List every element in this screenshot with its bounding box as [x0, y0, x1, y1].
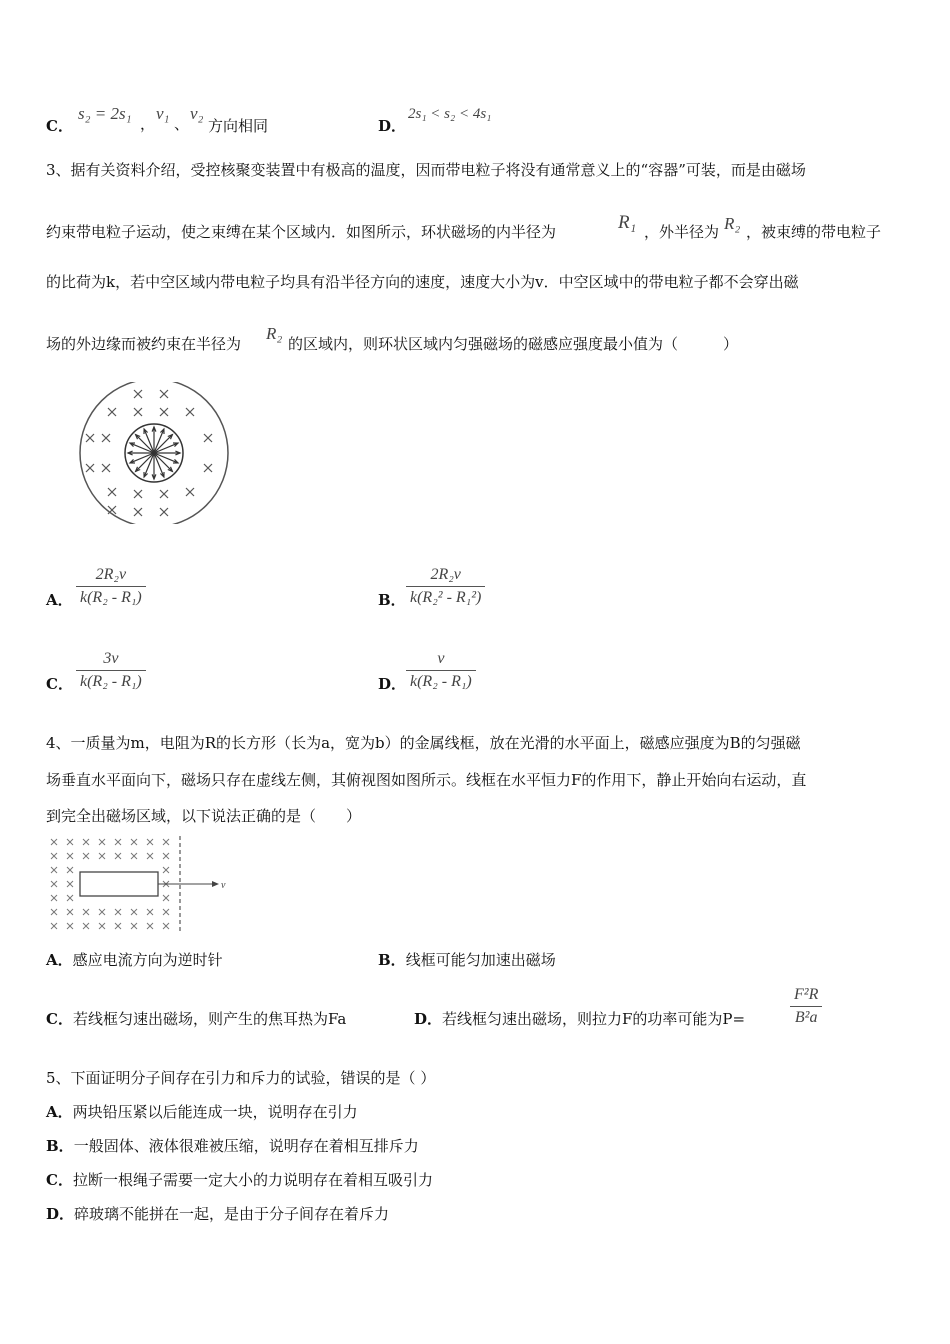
q3-option-c-fraction: $\frac{3v}{\text{k(R₂ - R₁)}}$ [76, 650, 146, 691]
q3-r2-b: R₂ [266, 324, 283, 343]
q3-option-b-label: B． [378, 591, 406, 609]
metal-frame [80, 872, 158, 896]
q3-option-d-fraction: $\frac{v}{\text{k(R₂ - R₁)}}$ [406, 650, 476, 691]
q5-option-a: A．两块铅压紧以后能连成一块，说明存在引力 [46, 1103, 358, 1121]
velocity-label: v [221, 880, 226, 891]
q3-r2: R₂ [724, 214, 741, 233]
q3-option-d-label: D． [378, 675, 407, 693]
q4-option-c: C．若线框匀速出磁场，则产生的焦耳热为Fa [46, 1010, 347, 1028]
q3-option-a-fraction: $\frac{\text{2R₂v}}{\text{k(R₂ - R₁)}}$ [76, 566, 146, 607]
radial-arrow [136, 435, 154, 453]
ring-field-figure [76, 382, 232, 524]
q5-option-d: D．碎玻璃不能拼在一起，是由于分子间存在着斥力 [46, 1205, 390, 1223]
q2-option-d: D． [378, 117, 407, 135]
q5-option-c: C．拉断一根绳子需要一定大小的力说明存在着相互吸引力 [46, 1171, 433, 1189]
field-crosses [51, 839, 169, 929]
q3-line-4b: 的区域内，则环状区域内匀强磁场的磁感应强度最小值为（ ） [288, 335, 739, 353]
radial-velocity-arrows [128, 427, 180, 479]
radial-arrow [154, 435, 172, 453]
q3-r1: R₁ [618, 212, 637, 233]
q3-option-a-label: A． [46, 591, 73, 609]
q2-option-c-sep1: ， [140, 115, 156, 133]
q4-option-a: A．感应电流方向为逆时针 [46, 951, 223, 969]
q4-line-2: 场垂直水平面向下，磁场只存在虚线左侧，其俯视图如图所示。线框在水平恒力F的作用下，静止开始向右运动，直 [46, 771, 807, 789]
q4-line-1: 4、一质量为m，电阻为R的长方形（长为a，宽为b）的金属线框，放在光滑的水平面上，磁感应强度为B的匀强磁 [46, 734, 801, 752]
q3-line-1: 3、据有关资料介绍，受控核聚变装置中有极高的温度，因而带电粒子将没有通常意义上的“容器”可装，而是由磁场 [46, 161, 806, 179]
q2-option-c-formula: s₂ = 2s₁ [78, 104, 132, 123]
radial-arrow [136, 453, 154, 471]
q2-option-c-v1: v₁ [156, 104, 170, 123]
q4-option-d-fraction: $\frac{\text{F²R}}{\text{B²a}}$ [790, 986, 822, 1027]
q2-option-c-v2: v₂ [190, 104, 204, 123]
q2-option-c-text: 方向相同 [208, 117, 269, 135]
q3-line-2b: ，外半径为 [644, 223, 720, 241]
q2-option-c-sep2: 、 [174, 115, 190, 133]
q3-line-4a: 场的外边缘而被约束在半径为 [46, 335, 242, 353]
frame-field-figure [44, 834, 234, 936]
q2-option-c: C． [46, 117, 73, 135]
q3-option-b-fraction: $\frac{\text{2R₂v}}{\text{k(R₂² - R₁²)}}$ [406, 566, 485, 607]
q3-line-2a: 约束带电粒子运动，使之束缚在某个区域内．如图所示，环状磁场的内半径为 [46, 223, 557, 241]
q4-option-b: B．线框可能匀加速出磁场 [378, 951, 556, 969]
q2-option-d-formula: 2s₁ < s₂ < 4s₁ [408, 106, 492, 122]
velocity-arrowhead [212, 881, 219, 887]
q5-stem: 5、下面证明分子间存在引力和斥力的试验，错误的是（ ） [46, 1069, 436, 1087]
radial-arrow [154, 453, 172, 471]
q3-option-c-label: C． [46, 675, 73, 693]
q4-line-3: 到完全出磁场区域，以下说法正确的是（ ） [46, 807, 362, 825]
q4-option-d: D．若线框匀速出磁场，则拉力F的功率可能为P= [414, 1010, 746, 1028]
q3-line-3: 的比荷为k，若中空区域内带电粒子均具有沿半径方向的速度，速度大小为v．中空区域中的带电粒子都不会穿出磁 [46, 273, 799, 291]
q3-line-2c: ，被束缚的带电粒子 [746, 223, 882, 241]
q5-option-b: B．一般固体、液体很难被压缩，说明存在着相互排斥力 [46, 1137, 419, 1155]
